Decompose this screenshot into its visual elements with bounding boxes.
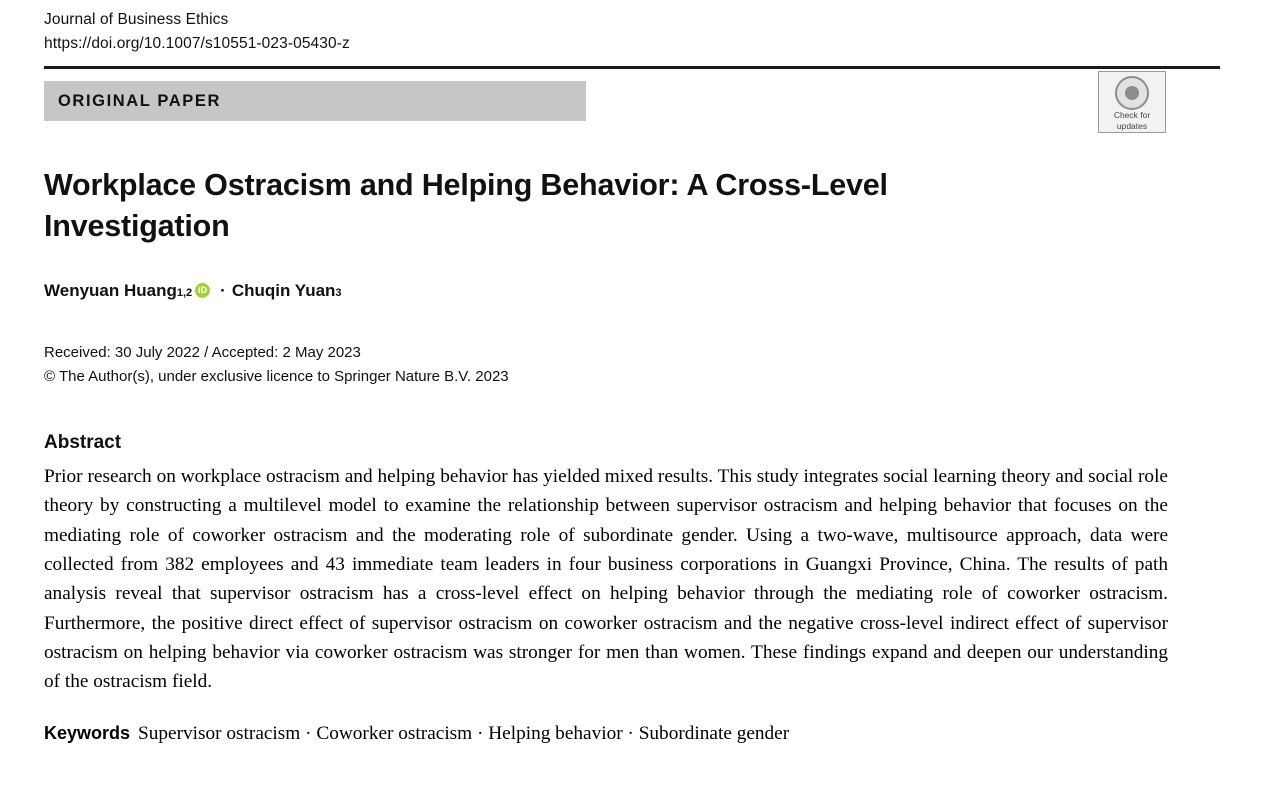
author-list <box>44 281 1220 301</box>
author-name-2[interactable]: Chuqin Yuan <box>231 281 336 301</box>
keywords-row <box>44 723 1220 745</box>
author-separator: · <box>220 281 226 301</box>
header-divider <box>44 66 1220 69</box>
author-affiliation-mark-2: 3 <box>335 287 342 300</box>
check-for-updates-line1: Check for <box>1113 110 1151 121</box>
paper-type-band <box>44 81 586 121</box>
journal-name: Journal of Business Ethics <box>44 11 229 28</box>
author-name-1[interactable]: Wenyuan Huang <box>44 281 177 301</box>
paper-type-row <box>44 81 1220 131</box>
keywords-text: Supervisor ostracism · Coworker ostracism · Helping behavior · Subordinate gender <box>138 722 790 744</box>
received-accepted-line: Received: 30 July 2022 / Accepted: 2 May 2023 <box>44 344 361 362</box>
page-title: Workplace Ostracism and Helping Behavior: A Cross-Level Investigation <box>44 168 888 244</box>
journal-doi[interactable]: https://doi.org/10.1007/s10551-023-05430-z <box>44 35 350 53</box>
abstract-heading: Abstract <box>44 431 122 453</box>
author-affiliation-mark-1: 1,2 <box>176 287 193 300</box>
check-for-updates-badge[interactable] <box>1098 71 1166 133</box>
keywords-label: Keywords <box>44 722 131 743</box>
abstract-text: Prior research on workplace ostracism and helping behavior has yielded mixed results. This study integrates social learning theory and social role theory by constructing a multilevel model to examine the relationship between supervisor ostracism and helping behavior that focuses on the mediating role of coworker ostracism and the moderating role of subordinate gender. Using a two-wave, multisource approach, data were collected from 382 employees and 43 immediate team leaders in four business corporations in Guangxi Province, China. The results of path analysis reveal that supervisor ostracism has a cross-level effect on helping behavior through the mediating role of coworker ostracism. Furthermore, the positive direct effect of supervisor ostracism on coworker ostracism and the negative cross-level indirect effect of supervisor ostracism on helping behavior via coworker ostracism was stronger for men than women. These findings expand and deepen our understanding of the ostracism field. <box>44 465 1168 693</box>
check-for-updates-icon <box>1115 76 1149 110</box>
copyright-line: © The Author(s), under exclusive licence to Springer Nature B.V. 2023 <box>44 367 509 385</box>
journal-header <box>44 0 1220 56</box>
paper-type-label: ORIGINAL PAPER <box>58 91 221 110</box>
publication-dates <box>44 341 1220 388</box>
check-for-updates-line2: updates <box>1116 120 1148 131</box>
orcid-icon[interactable] <box>195 283 210 298</box>
